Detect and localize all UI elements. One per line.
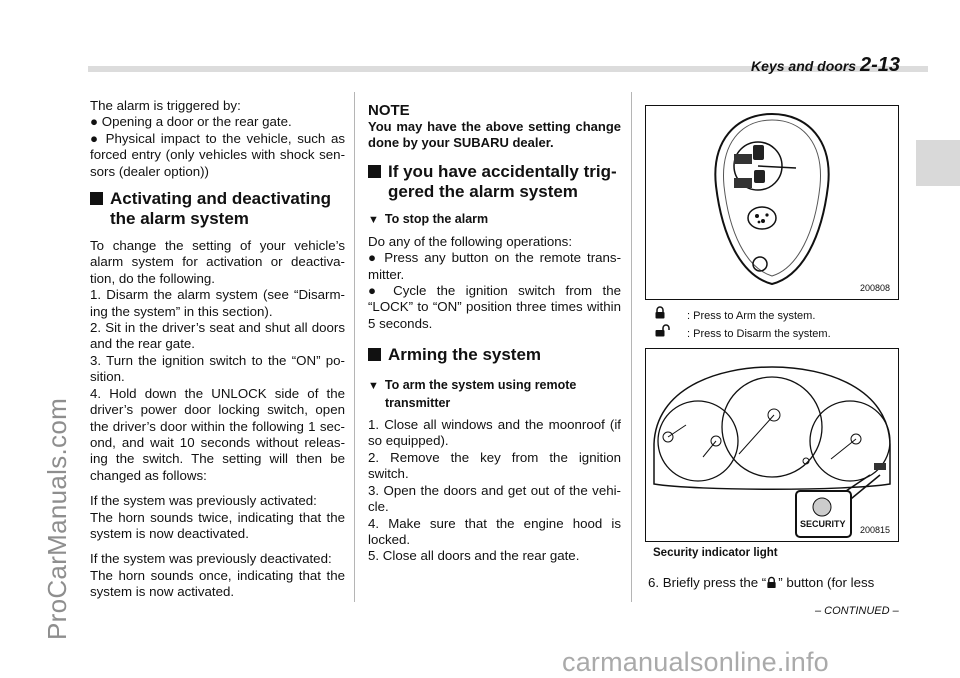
square-bullet-icon — [368, 165, 381, 178]
column-divider — [631, 92, 632, 602]
column-divider — [354, 92, 355, 602]
chapter-tab — [916, 140, 960, 186]
lock-open-icon — [654, 324, 684, 342]
step-item: 4. Hold down the UNLOCK side of the driver’s power door locking switch, open the driver’s door within the following 1 sec-ond, and wait 10 seconds without releas-ing the switch. The setting will then be changed as follows: — [90, 385, 345, 483]
intro-text: The alarm is triggered by: — [90, 98, 241, 113]
section-heading: If you have accidentally trig- gered the alarm system — [368, 162, 621, 202]
note-title: NOTE — [368, 102, 410, 119]
bullet-item: ● Cycle the ignition switch from the “LOCK” to “ON” position three times within 5 seconds. — [368, 283, 621, 331]
remote-transmitter-drawing — [646, 106, 898, 299]
section-heading: Activating and deactivating the alarm system — [90, 189, 345, 229]
subheading: ▼ To stop the alarm — [368, 212, 489, 227]
column-2 — [368, 103, 621, 565]
bullet-item: ● Physical impact to the vehicle, such as forced entry (only vehicles with shock sen-sors (dealer option)) — [90, 130, 345, 179]
paragraph: Do any of the following operations: — [368, 233, 573, 249]
square-bullet-icon — [368, 348, 381, 361]
figure-number: 200808 — [859, 283, 890, 293]
step-item: 1. Close all windows and the moonroof (if so equipped). — [368, 417, 621, 449]
header-section: Keys and doors — [751, 58, 857, 74]
legend-item: : Press to Arm the system. — [654, 306, 904, 324]
step-item: 3. Turn the ignition switch to the “ON” po-sition. — [90, 352, 345, 385]
bullet-item: ● Press any button on the remote trans-mitter. — [368, 250, 621, 282]
paragraph: The horn sounds twice, indicating that the system is now deactivated. — [90, 509, 345, 541]
figure-number: 200815 — [859, 525, 890, 535]
figure-caption: Security indicator light — [653, 547, 778, 559]
icon-legend — [654, 306, 904, 342]
step-item: 1. Disarm the alarm system (see “Disarm-ing the system” in this section). — [90, 287, 345, 319]
header-page-number: 2-13 — [859, 54, 900, 76]
step-item: 5. Close all doors and the rear gate. — [368, 548, 580, 564]
legend-item: : Press to Disarm the system. — [654, 324, 904, 342]
step-item: 3. Open the doors and get out of the vehi-cle. — [368, 482, 621, 515]
step-item: 4. Make sure that the engine hood is locked. — [368, 515, 621, 547]
instrument-cluster-figure — [645, 348, 899, 542]
square-bullet-icon — [90, 192, 103, 205]
footer-watermark: carmanualsonline.info — [562, 647, 829, 677]
note-text: You may have the above setting change done by your SUBARU dealer. — [368, 119, 621, 150]
lock-closed-icon — [766, 576, 778, 593]
paragraph: If the system was previously deactivated: — [90, 551, 332, 567]
lock-closed-icon — [654, 306, 684, 324]
step-item: 2. Remove the key from the ignition switch. — [368, 449, 621, 482]
side-watermark-text: ProCarManuals.com — [42, 397, 72, 640]
paragraph: The horn sounds once, indicating that the system is now activated. — [90, 567, 345, 600]
instrument-cluster-drawing — [646, 349, 898, 541]
remote-transmitter-figure — [645, 105, 899, 300]
security-label: SECURITY — [800, 519, 846, 529]
step-item: 2. Sit in the driver’s seat and shut all doors and the rear gate. — [90, 320, 345, 352]
subheading: ▼ To arm the system using remote transmitter — [368, 378, 577, 410]
triangle-bullet-icon: ▼ — [368, 214, 379, 227]
triangle-bullet-icon: ▼ — [368, 380, 379, 393]
step-item: 6. Briefly press the “ ” button (for less — [648, 575, 900, 593]
page-header — [751, 54, 900, 77]
continued-marker: – CONTINUED – — [815, 605, 899, 617]
column-1 — [90, 98, 345, 601]
paragraph: If the system was previously activated: — [90, 493, 317, 509]
bullet-item: ● Opening a door or the rear gate. — [90, 114, 292, 130]
section-heading: Arming the system — [368, 345, 621, 365]
paragraph: To change the setting of your vehicle’s alarm system for activation or deactiva-tion, do the following. — [90, 238, 345, 286]
